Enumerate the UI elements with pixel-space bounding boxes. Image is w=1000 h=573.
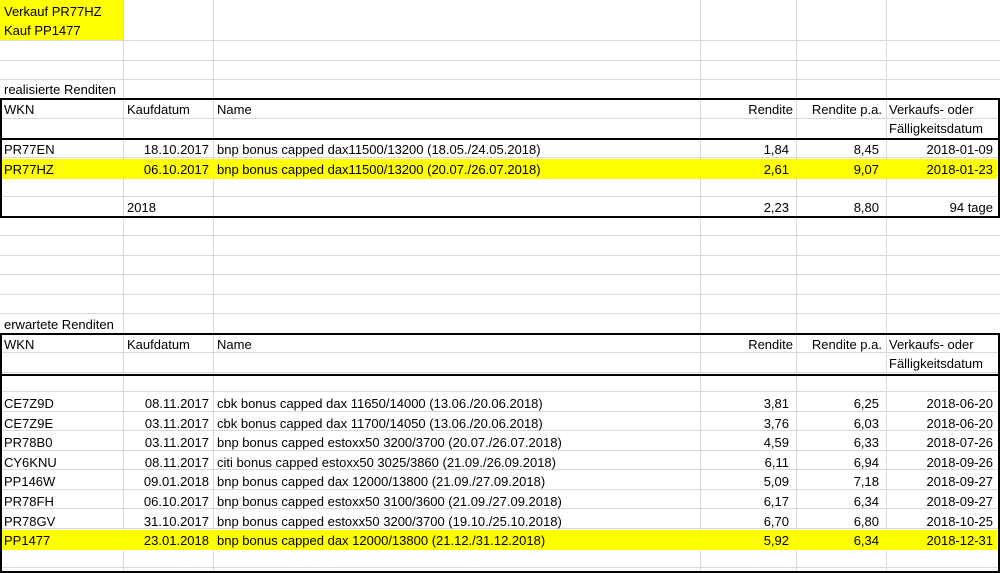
- cell-kaufdatum: 23.01.2018: [143, 533, 209, 548]
- cell-wkn: PR78B0: [4, 435, 53, 450]
- cell-rendite-pa: 8,45: [853, 142, 879, 157]
- cell-rendite: 6,17: [763, 494, 789, 509]
- cell-rendite: 4,59: [763, 435, 789, 450]
- cell-datum: 2018-01-23: [926, 162, 993, 177]
- realized-summary-year: 2018: [127, 200, 156, 215]
- realized-header-wkn: WKN: [4, 102, 35, 117]
- cell-rendite: 3,81: [763, 396, 789, 411]
- cell-kaufdatum: 08.11.2017: [144, 396, 209, 411]
- cell-datum: 2018-01-09: [926, 142, 993, 157]
- cell-name: cbk bonus capped dax 11700/14050 (13.06./20.06.2018): [217, 416, 543, 431]
- cell-datum: 2018-09-27: [926, 494, 993, 509]
- expected-section-title: erwartete Renditen: [4, 317, 114, 332]
- cell-name: bnp bonus capped estoxx50 3100/3600 (21.09./27.09.2018): [217, 494, 562, 509]
- cell-rendite-pa: 6,33: [853, 435, 879, 450]
- cell-wkn: PP1477: [4, 533, 51, 548]
- cell-datum: 2018-10-25: [926, 514, 993, 529]
- cell-rendite-pa: 7,18: [853, 474, 879, 489]
- cell-wkn: PR77HZ: [4, 162, 54, 177]
- realized-summary-rendite: 2,23: [763, 200, 789, 215]
- cell-name: bnp bonus capped dax 12000/13800 (21.09./27.09.2018): [217, 474, 546, 489]
- cell-rendite: 3,76: [763, 416, 789, 431]
- cell-rendite: 1,84: [763, 142, 789, 157]
- cell-name: bnp bonus capped dax11500/13200 (18.05./24.05.2018): [217, 142, 541, 157]
- cell-rendite-pa: 6,94: [853, 455, 879, 470]
- cell-rendite: 2,61: [763, 162, 789, 177]
- cell-name: bnp bonus capped estoxx50 3200/3700 (20.07./26.07.2018): [217, 435, 562, 450]
- cell-wkn: PR78FH: [4, 494, 54, 509]
- cell-name: bnp bonus capped estoxx50 3200/3700 (19.10./25.10.2018): [217, 514, 562, 529]
- cell-wkn: CE7Z9D: [4, 396, 54, 411]
- expected-header-verkauf: Verkaufs- oder: [889, 337, 974, 352]
- cell-datum: 2018-07-26: [926, 435, 993, 450]
- cell-datum: 2018-09-26: [926, 455, 993, 470]
- cell-wkn: PP146W: [4, 474, 56, 489]
- cell-rendite: 5,09: [763, 474, 789, 489]
- cell-name: bnp bonus capped dax 12000/13800 (21.12./31.12.2018): [217, 533, 546, 548]
- realized-section-title: realisierte Renditen: [4, 82, 117, 97]
- cell-rendite: 5,92: [763, 533, 789, 548]
- expected-header-rendite: Rendite: [748, 337, 793, 352]
- cell-rendite: 6,11: [764, 455, 789, 470]
- expected-header-divider: [0, 374, 1000, 376]
- cell-name: bnp bonus capped dax11500/13200 (20.07./26.07.2018): [217, 162, 541, 177]
- cell-kaufdatum: 06.10.2017: [143, 162, 209, 177]
- note-buy: Kauf PP1477: [4, 23, 81, 38]
- cell-rendite: 6,70: [763, 514, 789, 529]
- cell-kaufdatum: 09.01.2018: [143, 474, 209, 489]
- realized-header-rendite-pa: Rendite p.a.: [811, 102, 882, 117]
- cell-wkn: PR77EN: [4, 142, 55, 157]
- cell-wkn: PR78GV: [4, 514, 56, 529]
- note-sell: Verkauf PR77HZ: [4, 4, 102, 19]
- cell-rendite-pa: 6,34: [853, 533, 879, 548]
- cell-kaufdatum: 06.10.2017: [143, 494, 209, 509]
- cell-name: cbk bonus capped dax 11650/14000 (13.06./20.06.2018): [217, 396, 543, 411]
- cell-kaufdatum: 03.11.2017: [144, 416, 209, 431]
- realized-header-name: Name: [217, 102, 252, 117]
- realized-header-kaufdatum: Kaufdatum: [127, 102, 190, 117]
- cell-kaufdatum: 18.10.2017: [143, 142, 209, 157]
- expected-header-rendite-pa: Rendite p.a.: [811, 337, 882, 352]
- cell-kaufdatum: 08.11.2017: [144, 455, 209, 470]
- cell-kaufdatum: 03.11.2017: [144, 435, 209, 450]
- realized-header-faelligkeit: Fälligkeitsdatum: [889, 121, 983, 136]
- cell-datum: 2018-09-27: [926, 474, 993, 489]
- cell-kaufdatum: 31.10.2017: [143, 514, 209, 529]
- cell-wkn: CE7Z9E: [4, 416, 54, 431]
- cell-datum: 2018-06-20: [926, 396, 993, 411]
- cell-rendite-pa: 9,07: [853, 162, 879, 177]
- realized-header-verkauf: Verkaufs- oder: [889, 102, 974, 117]
- expected-header-kaufdatum: Kaufdatum: [127, 337, 190, 352]
- cell-rendite-pa: 6,80: [853, 514, 879, 529]
- expected-header-name: Name: [217, 337, 252, 352]
- cell-wkn: CY6KNU: [4, 455, 57, 470]
- expected-header-wkn: WKN: [4, 337, 35, 352]
- realized-summary-rendite-pa: 8,80: [853, 200, 879, 215]
- cell-name: citi bonus capped estoxx50 3025/3860 (21.09./26.09.2018): [217, 455, 556, 470]
- cell-rendite-pa: 6,25: [853, 396, 879, 411]
- realized-summary-days: 94 tage: [949, 200, 993, 215]
- cell-rendite-pa: 6,34: [853, 494, 879, 509]
- cell-datum: 2018-06-20: [926, 416, 993, 431]
- cell-rendite-pa: 6,03: [853, 416, 879, 431]
- expected-header-faelligkeit: Fälligkeitsdatum: [889, 356, 983, 371]
- realized-header-rendite: Rendite: [748, 102, 793, 117]
- cell-datum: 2018-12-31: [926, 533, 993, 548]
